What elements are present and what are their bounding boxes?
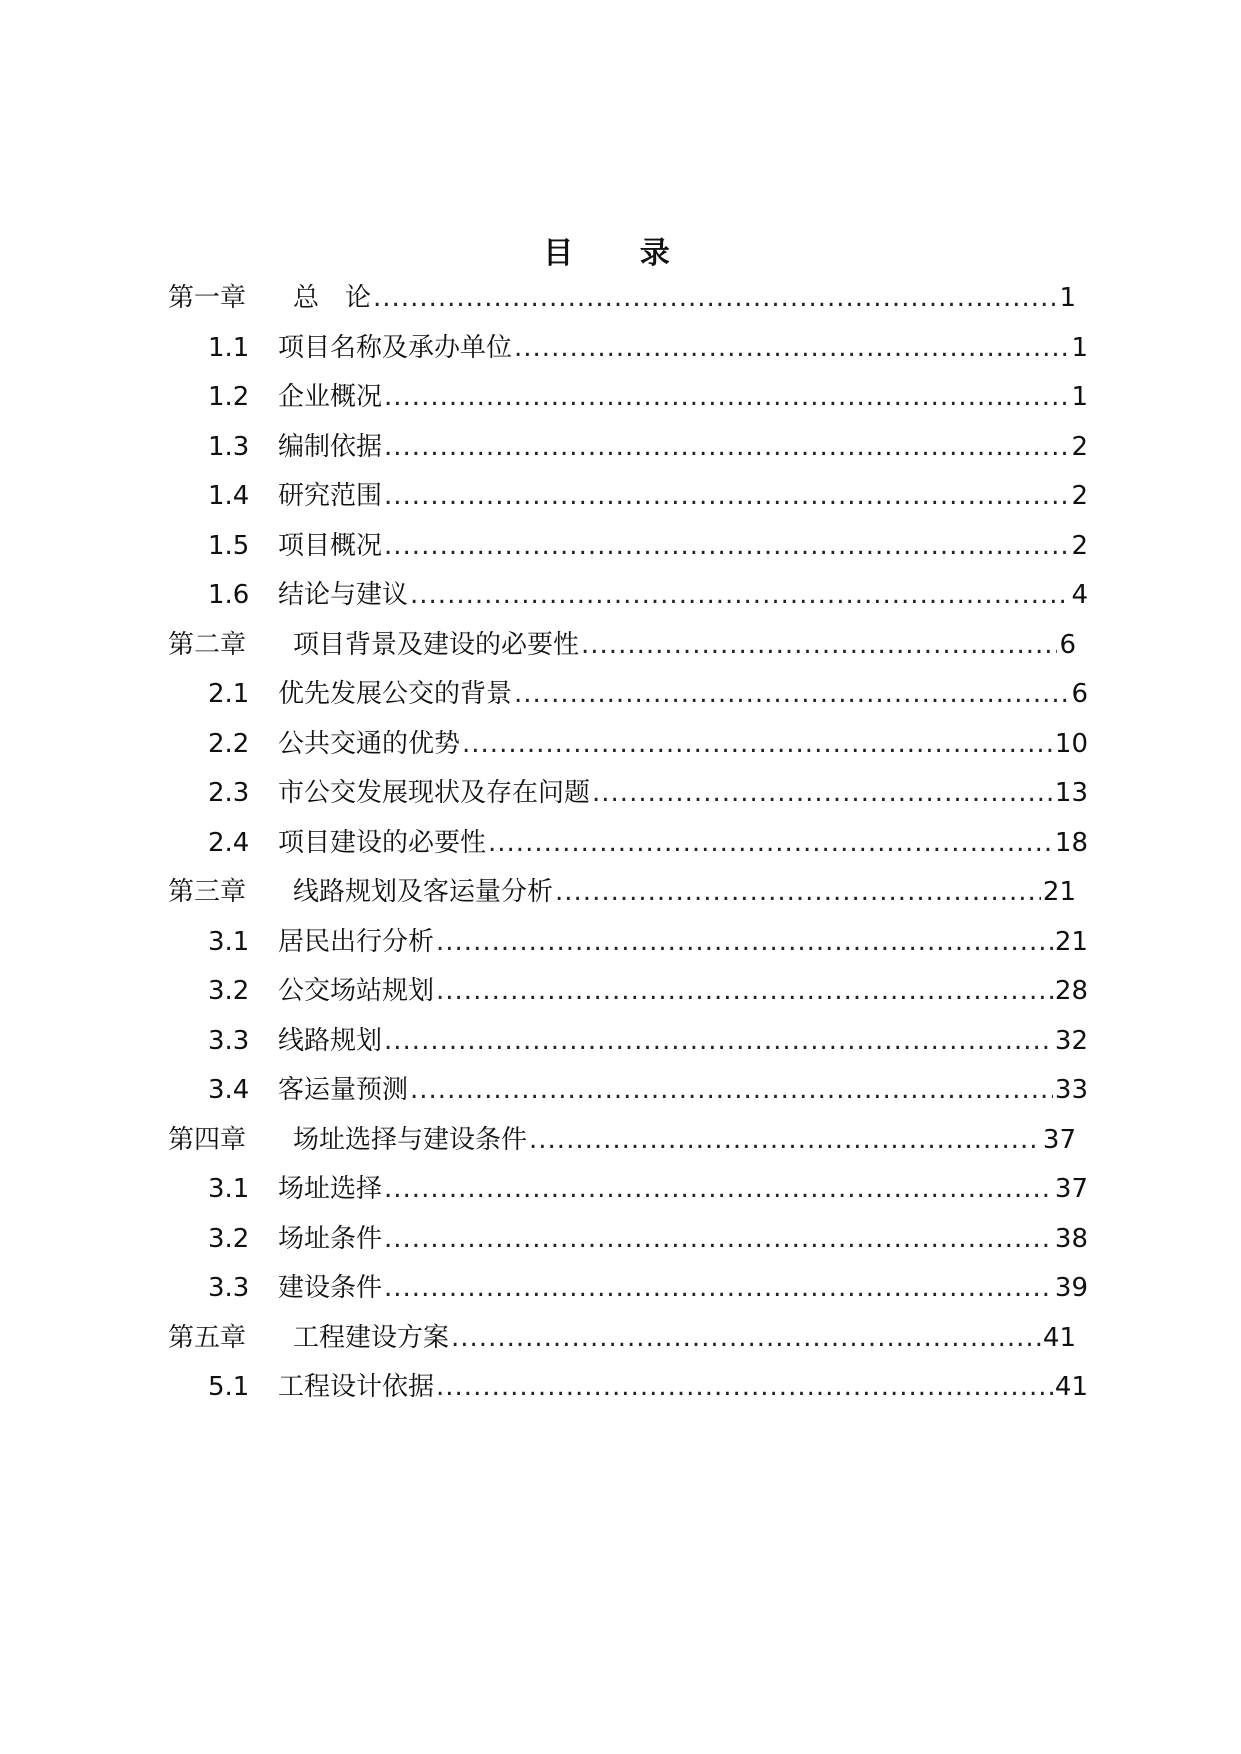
toc-entry[interactable]: [168, 278, 1076, 318]
toc-leader-dots: [592, 773, 1053, 813]
toc-entry-page: 6: [1071, 679, 1088, 709]
toc-entry-number: 3.2: [208, 1223, 250, 1254]
toc-entry-number: 1.4: [208, 481, 250, 511]
toc-entry-number: 2.2: [208, 728, 250, 759]
toc-leader-dots: [436, 971, 1053, 1011]
toc-leader-dots: [384, 427, 1069, 467]
toc-entry-number: 2.4: [208, 827, 250, 858]
toc-entry[interactable]: [208, 1268, 1088, 1308]
toc-entry-page: 1: [1071, 332, 1088, 363]
toc-entry[interactable]: [208, 674, 1088, 714]
toc-entry-number: 1.6: [208, 580, 250, 610]
toc-entry-title: 市公交发展现状及存在问题: [278, 778, 591, 808]
toc-entry-title: 项目背景及建设的必要性: [293, 629, 580, 660]
toc-entry-page: 41: [1042, 1322, 1076, 1353]
toc-entry[interactable]: [208, 377, 1088, 417]
toc-entry-page: 18: [1054, 827, 1088, 858]
toc-leader-dots: [384, 476, 1069, 516]
toc-entry-page: 41: [1054, 1372, 1088, 1402]
toc-entry[interactable]: [208, 971, 1088, 1011]
toc-leader-dots: [514, 674, 1069, 714]
toc-entry-page: 10: [1054, 728, 1088, 759]
toc-entry-page: 1: [1071, 382, 1088, 412]
toc-leader-dots: [451, 1318, 1041, 1358]
toc-entry-page: 38: [1054, 1223, 1088, 1254]
toc-entry[interactable]: [208, 724, 1088, 764]
toc-entry-page: 6: [1059, 629, 1076, 660]
toc-entry[interactable]: [208, 1219, 1088, 1259]
toc-leader-dots: [384, 1219, 1053, 1259]
toc-entry[interactable]: [208, 1021, 1088, 1061]
toc-leader-dots: [384, 526, 1069, 566]
toc-entry-number: 1.3: [208, 431, 250, 462]
toc-entry[interactable]: [208, 1367, 1088, 1407]
toc-entry-number: 第三章: [168, 877, 247, 907]
toc-leader-dots: [373, 278, 1057, 318]
toc-leader-dots: [462, 724, 1053, 764]
toc-entry-page: 4: [1071, 580, 1088, 610]
toc-leader-dots: [410, 1070, 1053, 1110]
toc-entry[interactable]: [208, 922, 1088, 962]
toc-entry-page: 13: [1054, 778, 1088, 808]
toc-leader-dots: [514, 328, 1069, 368]
toc-leader-dots: [384, 377, 1069, 417]
toc-entry-title: 公共交通的优势: [278, 728, 461, 759]
toc-entry-title: 结论与建议: [278, 580, 409, 610]
toc-entry-title: 总 论: [293, 283, 372, 313]
toc-entry[interactable]: [168, 1318, 1076, 1358]
toc-entry-title: 场址选择: [278, 1174, 383, 1204]
toc-entry-title: 项目建设的必要性: [278, 827, 487, 858]
toc-entry[interactable]: [168, 1120, 1076, 1160]
toc-leader-dots: [555, 872, 1041, 912]
toc-entry-page: 32: [1054, 1025, 1088, 1056]
toc-entry-title: 工程建设方案: [293, 1322, 450, 1353]
toc-entry-page: 2: [1071, 481, 1088, 511]
toc-entry-page: 37: [1042, 1124, 1076, 1155]
toc-entry-title: 客运量预测: [278, 1075, 409, 1105]
toc-title: 目 录: [543, 236, 698, 271]
toc-entry[interactable]: [208, 575, 1088, 615]
toc-entry-number: 3.2: [208, 976, 250, 1006]
toc-entry[interactable]: [208, 476, 1088, 516]
toc-entry[interactable]: [208, 427, 1088, 467]
toc-leader-dots: [581, 625, 1057, 665]
toc-entry[interactable]: [168, 872, 1076, 912]
toc-entry-number: 5.1: [208, 1372, 250, 1402]
toc-entry-title: 项目名称及承办单位: [278, 332, 513, 363]
toc-leader-dots: [384, 1169, 1053, 1209]
toc-entry-page: 33: [1054, 1075, 1088, 1105]
toc-entry-number: 1.1: [208, 332, 250, 363]
toc-entry-page: 39: [1054, 1273, 1088, 1303]
toc-entry-title: 线路规划及客运量分析: [293, 877, 554, 907]
toc-leader-dots: [410, 575, 1069, 615]
toc-entry-number: 第四章: [168, 1124, 247, 1155]
toc-entry[interactable]: [208, 1169, 1088, 1209]
toc-entry[interactable]: [208, 773, 1088, 813]
toc-entry-number: 3.1: [208, 1174, 250, 1204]
toc-entry-title: 优先发展公交的背景: [278, 679, 513, 709]
toc-entry-number: 2.1: [208, 679, 250, 709]
toc-entry-number: 第二章: [168, 629, 247, 660]
toc-entry-title: 场址条件: [278, 1223, 383, 1254]
toc-entry-page: 37: [1054, 1174, 1088, 1204]
toc-entry-number: 3.3: [208, 1025, 250, 1056]
toc-entry-number: 3.4: [208, 1075, 250, 1105]
toc-entry-title: 建设条件: [278, 1273, 383, 1303]
toc-entry-title: 编制依据: [278, 431, 383, 462]
toc-entry-page: 21: [1042, 877, 1076, 907]
toc-entry-number: 3.1: [208, 926, 250, 957]
toc-entry[interactable]: [208, 1070, 1088, 1110]
toc-leader-dots: [529, 1120, 1041, 1160]
toc-leader-dots: [436, 922, 1053, 962]
toc-leader-dots: [436, 1367, 1053, 1407]
toc-entry-number: 第五章: [168, 1322, 247, 1353]
toc-entry-number: 2.3: [208, 778, 250, 808]
toc-entry-number: 3.3: [208, 1273, 250, 1303]
toc-entry-title: 企业概况: [278, 382, 383, 412]
toc-entry[interactable]: [208, 823, 1088, 863]
toc-entry-page: 21: [1054, 926, 1088, 957]
toc-entry-page: 28: [1054, 976, 1088, 1006]
toc-entry-page: 2: [1071, 431, 1088, 462]
toc-entry-title: 研究范围: [278, 481, 383, 511]
toc-entry-page: 2: [1071, 530, 1088, 561]
toc-leader-dots: [384, 1021, 1053, 1061]
toc-entry-number: 第一章: [168, 283, 247, 313]
toc-entry-title: 项目概况: [278, 530, 383, 561]
toc-entry[interactable]: [208, 328, 1088, 368]
toc-entry-number: 1.5: [208, 530, 250, 561]
toc-leader-dots: [384, 1268, 1053, 1308]
toc-entry-title: 居民出行分析: [278, 926, 435, 957]
toc-entry-title: 工程设计依据: [278, 1372, 435, 1402]
toc-entry-title: 场址选择与建设条件: [293, 1124, 528, 1155]
toc-entry[interactable]: [168, 625, 1076, 665]
toc-entry-page: 1: [1059, 283, 1076, 313]
toc-entry[interactable]: [208, 526, 1088, 566]
toc-entry-title: 公交场站规划: [278, 976, 435, 1006]
toc-leader-dots: [488, 823, 1053, 863]
toc-entry-number: 1.2: [208, 382, 250, 412]
toc-entry-title: 线路规划: [278, 1025, 383, 1056]
